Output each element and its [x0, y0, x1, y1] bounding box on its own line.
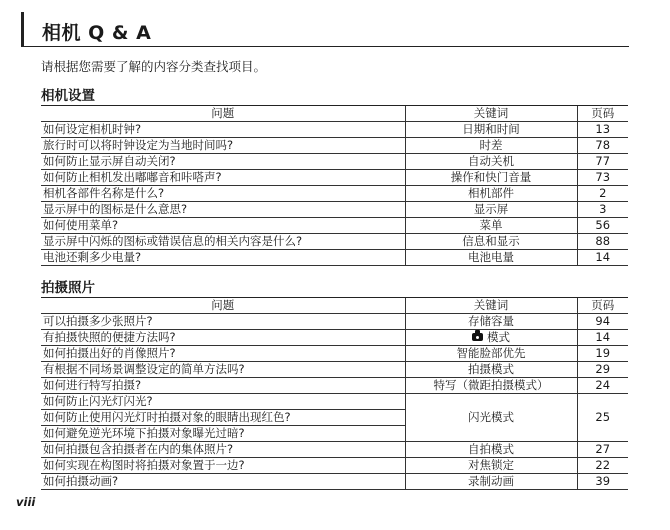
keyword-cell: 信息和显示 — [405, 234, 577, 250]
page-link[interactable]: 77 — [577, 154, 628, 170]
page-link[interactable]: 13 — [577, 122, 628, 138]
question-cell: 如何防止相机发出嘟嘟音和咔嗒声? — [41, 170, 405, 186]
keyword-cell: 自动关机 — [405, 154, 577, 170]
page-title: 相机 Q & A — [42, 22, 152, 44]
keyword-cell: 录制动画 — [405, 474, 577, 490]
table-row — [41, 154, 628, 170]
question-cell: 显示屏中的图标是什么意思? — [41, 202, 405, 218]
column-header-keyword: 关键词 — [405, 298, 577, 314]
table-row — [41, 362, 628, 378]
table-row — [41, 330, 628, 346]
table-header-row — [41, 106, 628, 122]
keyword-cell: 菜单 — [405, 218, 577, 234]
camera-icon — [472, 333, 483, 341]
table-row — [41, 234, 628, 250]
column-header-keyword: 关键词 — [405, 106, 577, 122]
question-cell: 如何实现在构图时将拍摄对象置于一边? — [41, 458, 405, 474]
table-header-row — [41, 298, 628, 314]
keyword-cell: 自拍模式 — [405, 442, 577, 458]
question-cell: 显示屏中闪烁的图标或错误信息的相关内容是什么? — [41, 234, 405, 250]
keyword-cell: 对焦锁定 — [405, 458, 577, 474]
question-cell: 如何防止显示屏自动关闭? — [41, 154, 405, 170]
page-link[interactable]: 88 — [577, 234, 628, 250]
column-header-question: 问题 — [41, 298, 405, 314]
page-link[interactable]: 14 — [577, 250, 628, 266]
table-row — [41, 378, 628, 394]
keyword-cell: 显示屏 — [405, 202, 577, 218]
table-row — [41, 250, 628, 266]
table-row — [41, 186, 628, 202]
keyword-cell: 智能脸部优先 — [405, 346, 577, 362]
table-row — [41, 458, 628, 474]
section-heading-camera-settings: 相机设置 — [41, 88, 95, 104]
page-link[interactable]: 94 — [577, 314, 628, 330]
table-row — [41, 218, 628, 234]
page-number: viii — [16, 495, 36, 509]
table-row — [41, 474, 628, 490]
page-link[interactable]: 24 — [577, 378, 628, 394]
page-link[interactable]: 2 — [577, 186, 628, 202]
table-row — [41, 394, 628, 410]
page-link[interactable]: 22 — [577, 458, 628, 474]
keyword-cell: 拍摄模式 — [405, 362, 577, 378]
question-cell: 如何拍摄包含拍摄者在内的集体照片? — [41, 442, 405, 458]
question-cell: 如何避免逆光环境下拍摄对象曝光过暗? — [41, 426, 405, 442]
question-cell: 如何防止使用闪光灯时拍摄对象的眼睛出现红色? — [41, 410, 405, 426]
question-cell: 相机各部件名称是什么? — [41, 186, 405, 202]
question-cell: 有根据不同场景调整设定的简单方法吗? — [41, 362, 405, 378]
page-link[interactable]: 56 — [577, 218, 628, 234]
question-cell: 如何防止闪光灯闪光? — [41, 394, 405, 410]
keyword-cell: 存储容量 — [405, 314, 577, 330]
keyword-text: 模式 — [487, 330, 510, 344]
taking-pictures-table — [41, 297, 628, 490]
page-link[interactable]: 25 — [577, 394, 628, 442]
question-cell: 有拍摄快照的便捷方法吗? — [41, 330, 405, 346]
intro-text: 请根据您需要了解的内容分类查找项目。 — [41, 59, 267, 74]
keyword-cell: 相机部件 — [405, 186, 577, 202]
question-cell: 可以拍摄多少张照片? — [41, 314, 405, 330]
keyword-cell: 操作和快门音量 — [405, 170, 577, 186]
section-heading-taking-pictures: 拍摄照片 — [41, 280, 95, 296]
question-cell: 如何拍摄动画? — [41, 474, 405, 490]
camera-settings-table — [41, 105, 628, 266]
question-cell: 如何使用菜单? — [41, 218, 405, 234]
page-link[interactable]: 73 — [577, 170, 628, 186]
page-title-bar — [21, 12, 629, 47]
keyword-cell: 特写（微距拍摄模式） — [405, 378, 577, 394]
keyword-cell: 日期和时间 — [405, 122, 577, 138]
table-row — [41, 138, 628, 154]
page-link[interactable]: 19 — [577, 346, 628, 362]
question-cell: 电池还剩多少电量? — [41, 250, 405, 266]
table-row — [41, 442, 628, 458]
page-link[interactable]: 78 — [577, 138, 628, 154]
page-link[interactable]: 14 — [577, 330, 628, 346]
keyword-cell: 时差 — [405, 138, 577, 154]
keyword-cell: 电池电量 — [405, 250, 577, 266]
column-header-question: 问题 — [41, 106, 405, 122]
question-cell: 如何进行特写拍摄? — [41, 378, 405, 394]
question-cell: 如何设定相机时钟? — [41, 122, 405, 138]
page-link[interactable]: 39 — [577, 474, 628, 490]
table-row — [41, 170, 628, 186]
table-row — [41, 346, 628, 362]
column-header-page: 页码 — [577, 298, 628, 314]
table-row — [41, 202, 628, 218]
page-link[interactable]: 3 — [577, 202, 628, 218]
keyword-cell: 闪光模式 — [405, 394, 577, 442]
keyword-cell — [405, 330, 577, 346]
table-row — [41, 314, 628, 330]
table-row — [41, 122, 628, 138]
question-cell: 如何拍摄出好的肖像照片? — [41, 346, 405, 362]
column-header-page: 页码 — [577, 106, 628, 122]
page-link[interactable]: 29 — [577, 362, 628, 378]
page-link[interactable]: 27 — [577, 442, 628, 458]
question-cell: 旅行时可以将时钟设定为当地时间吗? — [41, 138, 405, 154]
